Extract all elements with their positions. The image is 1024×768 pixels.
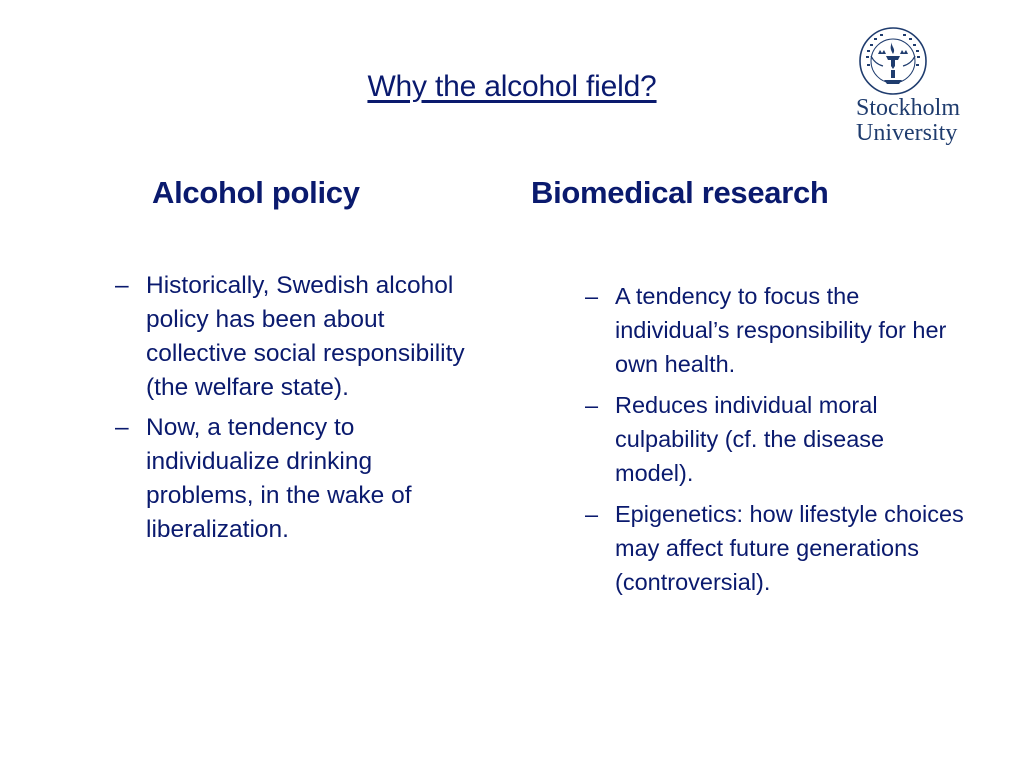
bullet-dash: –: [585, 283, 599, 309]
bullet-dash: –: [115, 414, 129, 441]
slide-title: Why the alcohol field?: [367, 70, 657, 103]
list-item-text: A tendency to focus the individual’s responsibility for her own health.: [615, 283, 947, 377]
logo-line-1: Stockholm: [856, 95, 961, 121]
list-item: [115, 411, 465, 547]
logo-line-2: University: [856, 120, 958, 146]
list-item: [585, 497, 965, 599]
list-item: [585, 388, 965, 490]
heading-alcohol-policy: Alcohol policy: [152, 175, 360, 210]
bullet-dash: –: [585, 501, 599, 527]
list-item: [115, 269, 465, 405]
university-seal-icon: [858, 26, 928, 96]
list-item-text: Now, a tendency to individualize drinking problems, in the wake of liberalization.: [146, 414, 412, 543]
university-logo: [850, 26, 982, 150]
list-item: [585, 279, 965, 381]
list-item-text: Epigenetics: how lifestyle choices may affect future generations (controversial).: [615, 501, 964, 595]
bullet-dash: –: [585, 392, 599, 418]
biomedical-research-list: [585, 279, 965, 606]
heading-biomedical-research: Biomedical research: [531, 175, 829, 210]
list-item-text: Reduces individual moral culpability (cf. the disease model).: [615, 392, 885, 486]
list-item-text: Historically, Swedish alcohol policy has been about collective social responsibility (the welfare state).: [146, 272, 465, 401]
logo-wordmark: [856, 96, 960, 146]
bullet-dash: –: [115, 272, 129, 299]
alcohol-policy-list: [115, 269, 465, 553]
